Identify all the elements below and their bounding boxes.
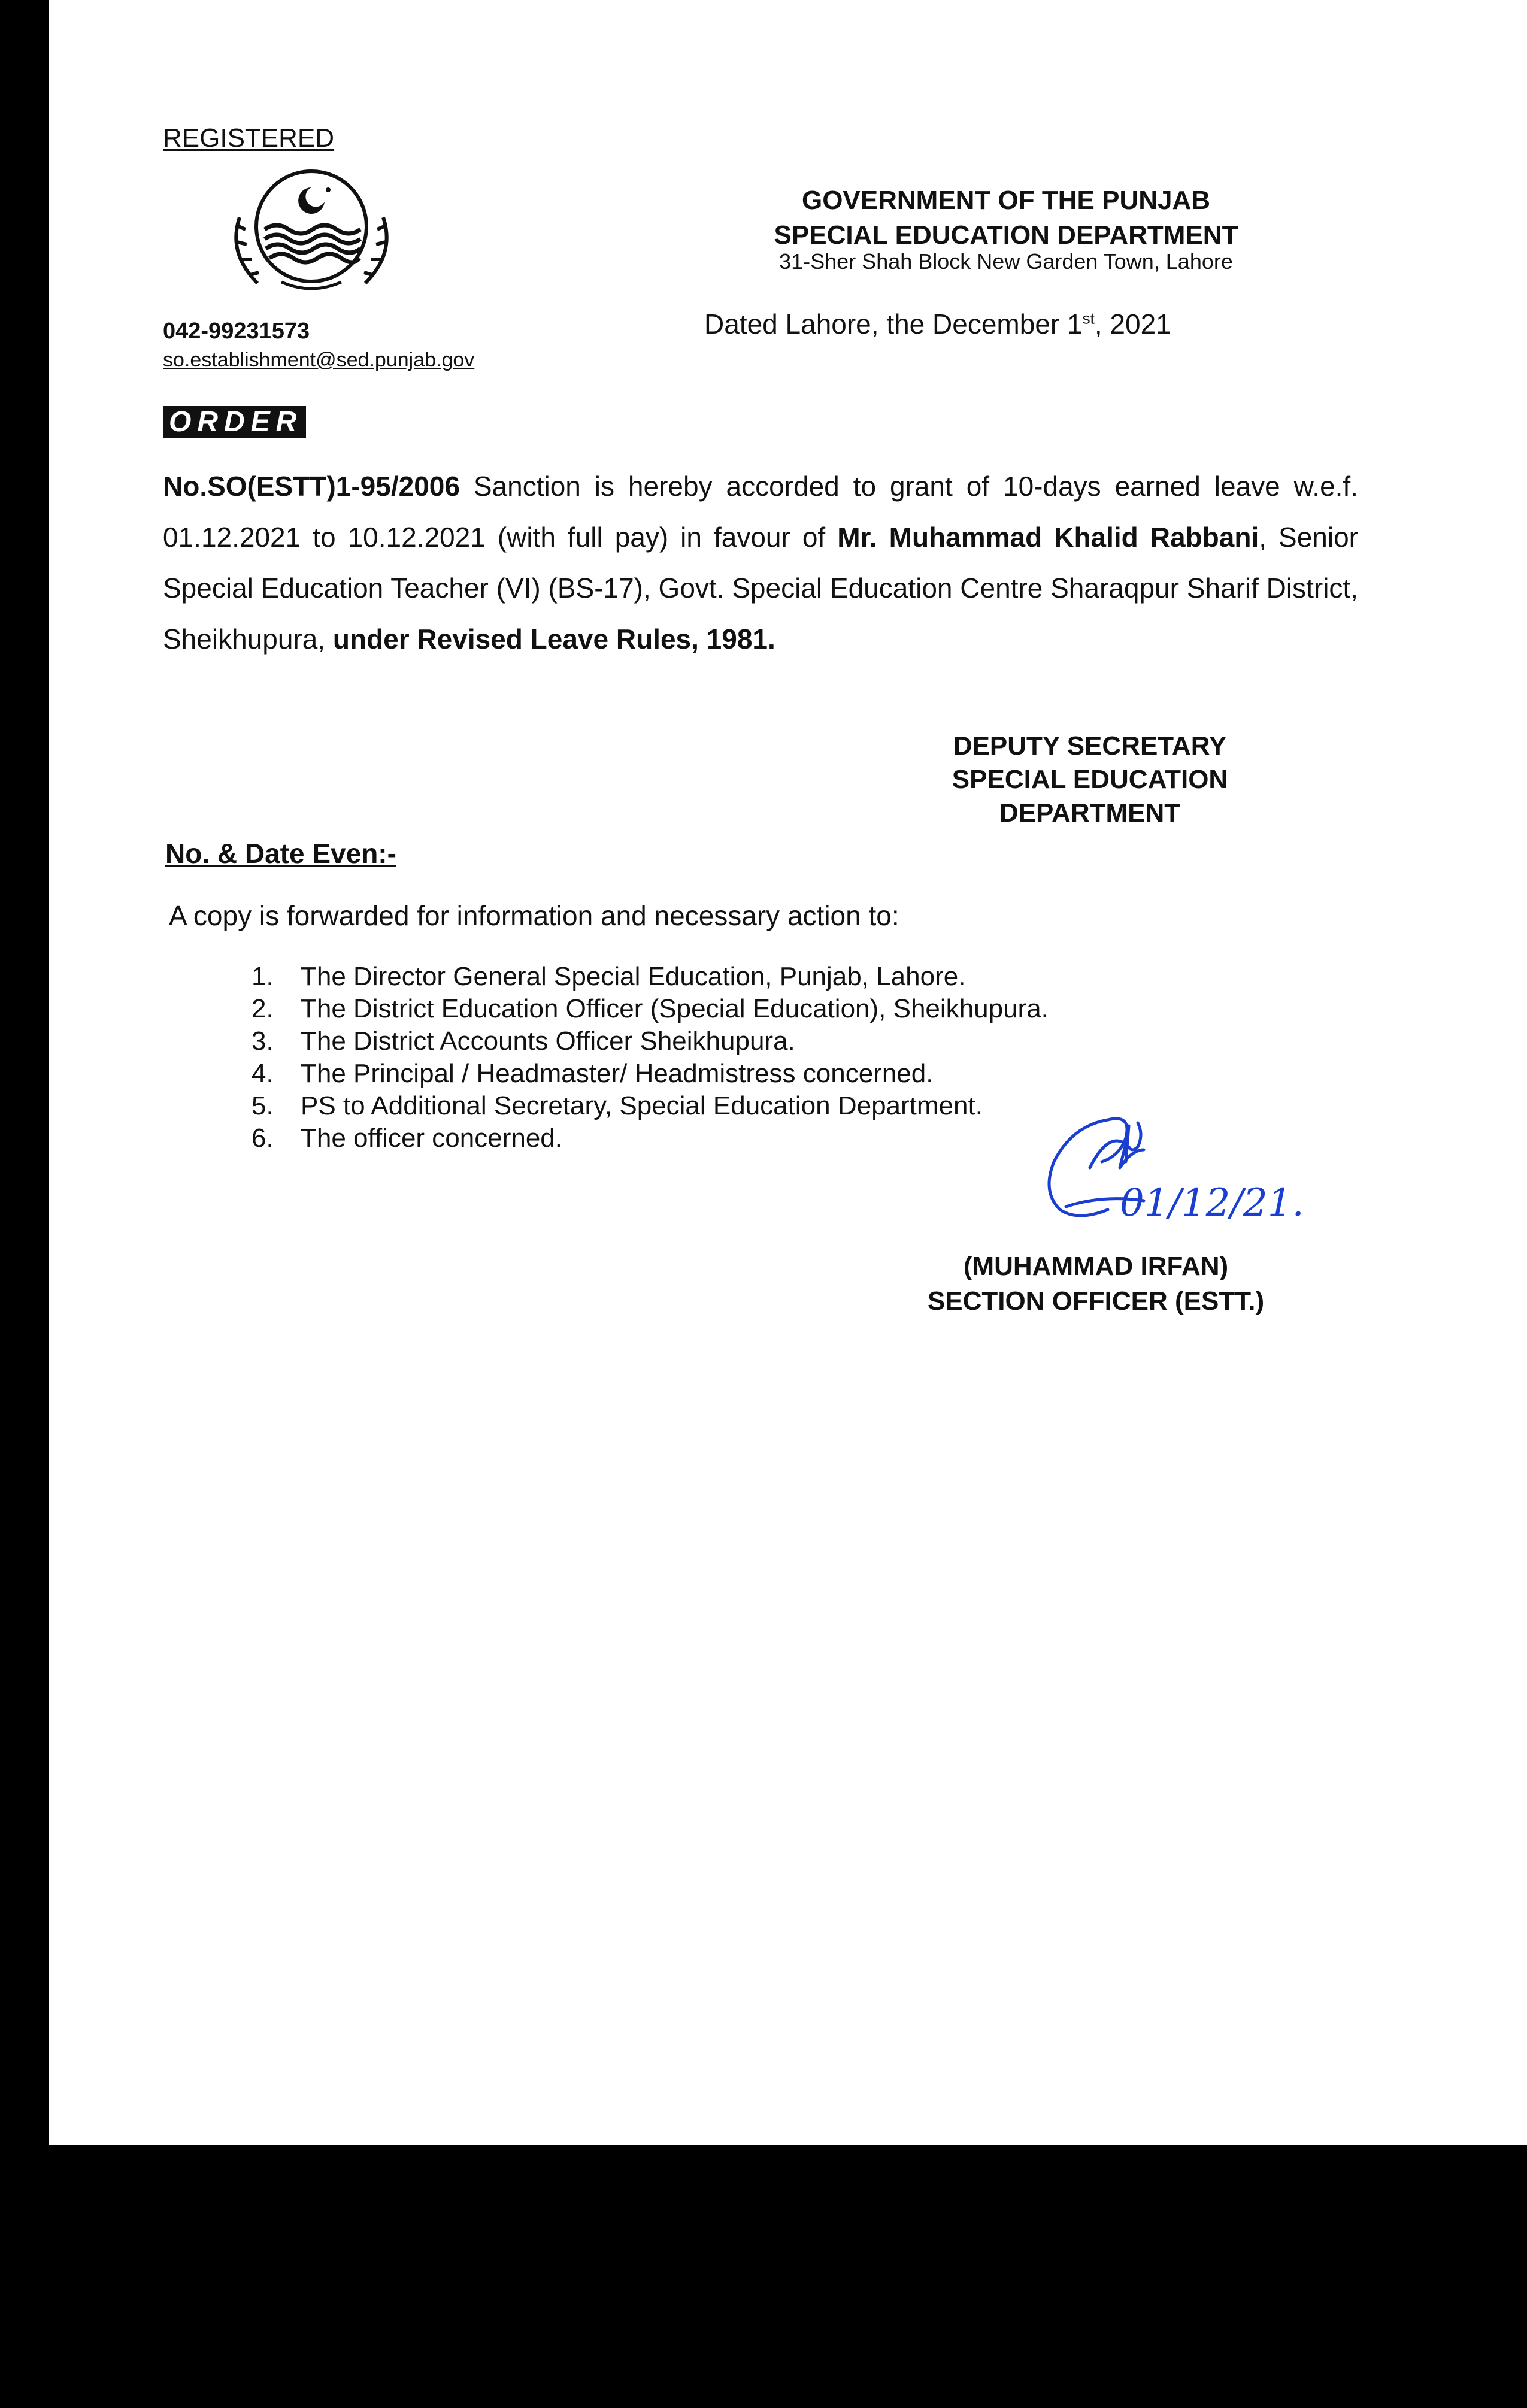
deputy-line-3: DEPARTMENT bbox=[999, 798, 1181, 828]
list-item-text: The District Accounts Officer Sheikhupura. bbox=[301, 1026, 795, 1056]
order-ref-no: No.SO(ESTT)1-95/2006 bbox=[163, 471, 460, 502]
list-item-text: The Director General Special Education, Punjab, Lahore. bbox=[301, 962, 966, 991]
email-address: so.establishment@sed.punjab.gov bbox=[163, 349, 475, 371]
no-date-even-heading: No. & Date Even:- bbox=[165, 838, 396, 869]
list-item-number: 5. bbox=[252, 1091, 274, 1120]
list-item-text: The District Education Officer (Special Education), Sheikhupura. bbox=[301, 994, 1049, 1023]
order-body bbox=[163, 461, 1358, 665]
list-item-number: 2. bbox=[252, 994, 274, 1023]
list-item-number: 1. bbox=[252, 962, 274, 991]
registered-label: REGISTERED bbox=[163, 123, 335, 153]
list-item bbox=[252, 1122, 1049, 1155]
deputy-line-1: DEPUTY SECRETARY bbox=[953, 731, 1227, 761]
list-item-text: The Principal / Headmaster/ Headmistress concerned. bbox=[301, 1059, 934, 1088]
list-item-text: The officer concerned. bbox=[301, 1123, 562, 1153]
deputy-line-2: SPECIAL EDUCATION bbox=[952, 765, 1228, 794]
list-item bbox=[252, 1090, 1049, 1122]
punjab-government-crest-icon bbox=[222, 169, 401, 301]
distribution-list bbox=[252, 961, 1049, 1155]
list-item bbox=[252, 1058, 1049, 1090]
order-text-1: Sanction is hereby accorded to grant of 10-days earned leave w.e.f. 01.12.2021 to 10.12.2021 (with full pay) in favour of bbox=[163, 471, 1358, 553]
signatory-designation: SECTION OFFICER (ESTT.) bbox=[927, 1286, 1265, 1316]
dated-prefix: Dated Lahore, the December 1 bbox=[704, 308, 1083, 340]
deputy-secretary-block bbox=[820, 729, 1359, 830]
signatory-name: (MUHAMMAD IRFAN) bbox=[963, 1252, 1229, 1281]
list-item-number: 6. bbox=[252, 1123, 274, 1153]
order-title: ORDER bbox=[163, 406, 306, 438]
copy-forwarded-intro: A copy is forwarded for information and necessary action to: bbox=[169, 900, 899, 931]
gov-line-2: SPECIAL EDUCATION DEPARTMENT bbox=[774, 220, 1238, 250]
list-item bbox=[252, 993, 1049, 1025]
dated-sup: st bbox=[1082, 309, 1095, 328]
list-item-number: 3. bbox=[252, 1026, 274, 1056]
handwritten-date: 01/12/21. bbox=[1120, 1181, 1304, 1225]
phone-number: 042-99231573 bbox=[163, 319, 310, 344]
list-item bbox=[252, 961, 1049, 993]
leave-rules: under Revised Leave Rules, 1981. bbox=[332, 623, 775, 655]
department-address: 31-Sher Shah Block New Garden Town, Lahore bbox=[779, 249, 1233, 274]
employee-name: Mr. Muhammad Khalid Rabbani bbox=[837, 522, 1259, 553]
handwritten-signature bbox=[1018, 1102, 1304, 1246]
dated-line bbox=[704, 308, 1171, 340]
order-text-2: , Senior Special Education Teacher (VI) (BS-17), Govt. Special Education Centre Sharaqpur Sharif District, Sheikhupura, bbox=[163, 522, 1358, 655]
list-item bbox=[252, 1025, 1049, 1058]
gov-line-1: GOVERNMENT OF THE PUNJAB bbox=[801, 186, 1211, 215]
signatory-block bbox=[850, 1249, 1341, 1319]
government-heading bbox=[707, 183, 1305, 253]
list-item-text: PS to Additional Secretary, Special Education Department. bbox=[301, 1091, 983, 1120]
list-item-number: 4. bbox=[252, 1059, 274, 1088]
dated-suffix: , 2021 bbox=[1094, 308, 1171, 340]
